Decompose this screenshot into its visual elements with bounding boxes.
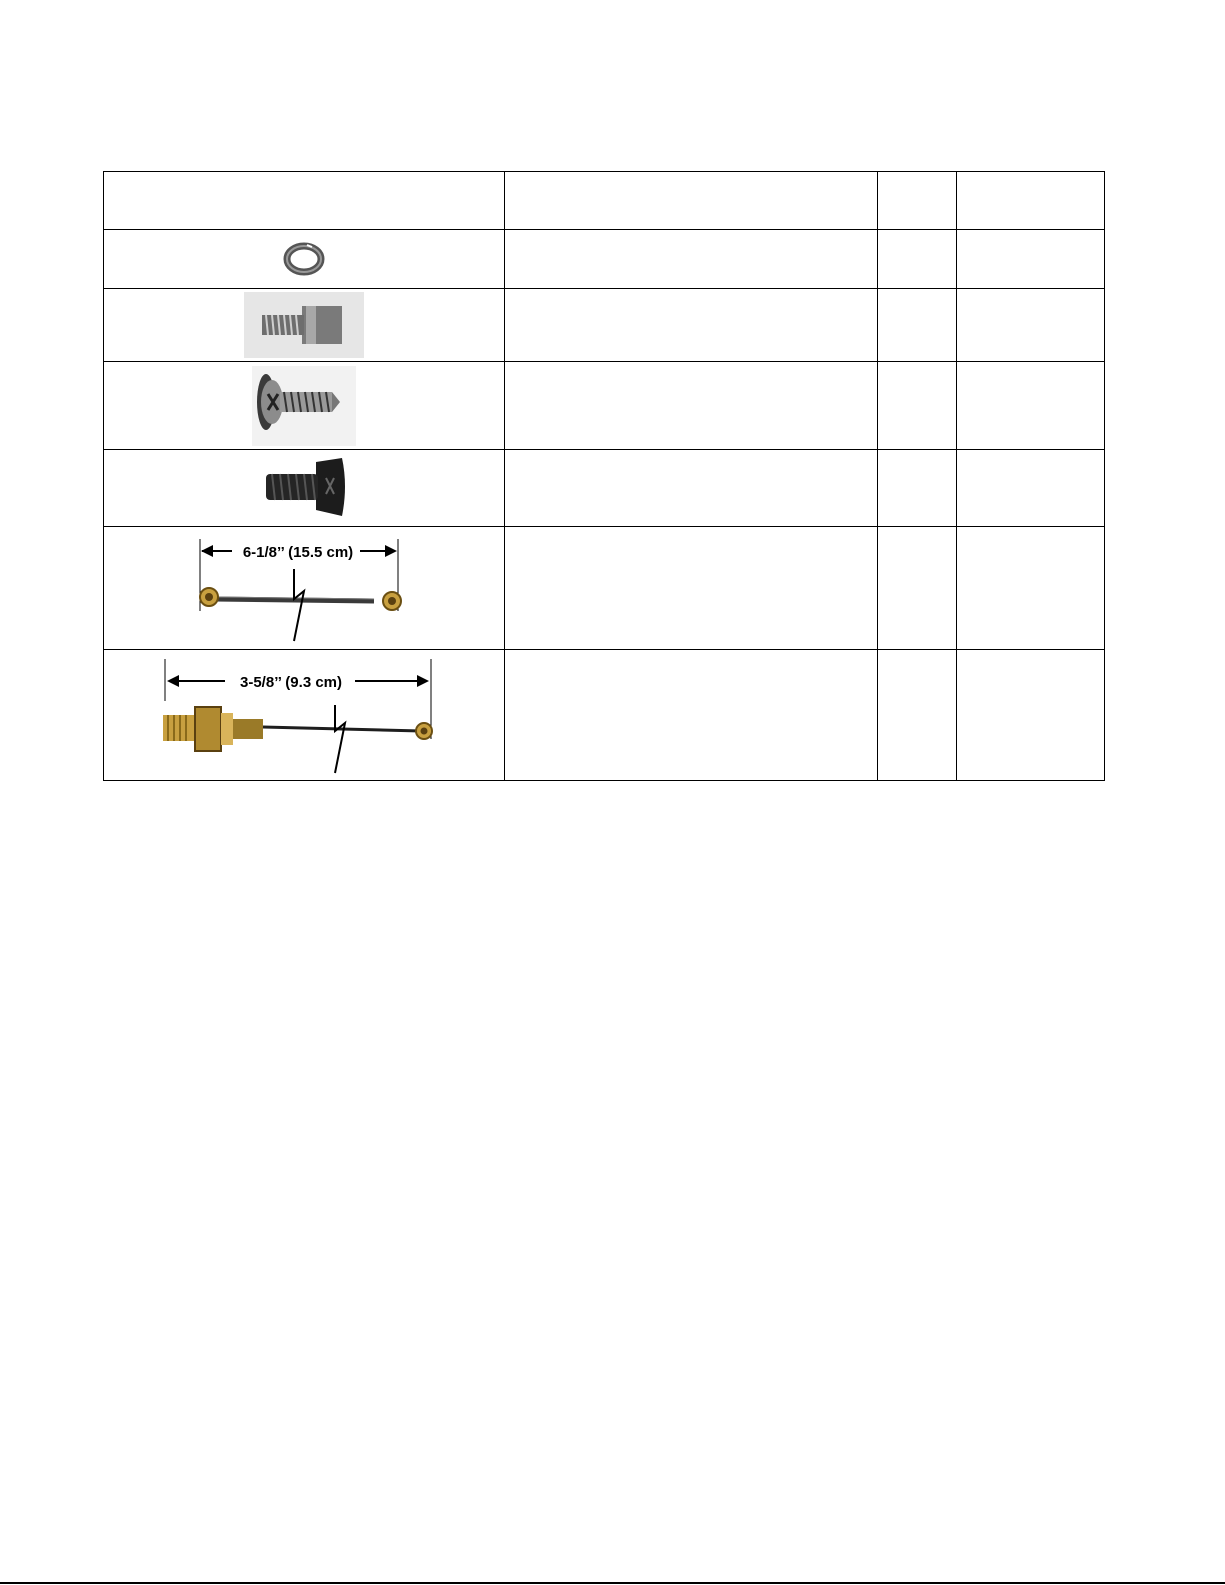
qty-cell bbox=[878, 650, 957, 781]
qty-cell bbox=[878, 362, 957, 450]
footer-rule bbox=[0, 1582, 1225, 1584]
table-row bbox=[104, 650, 1105, 781]
description-cell bbox=[505, 527, 878, 650]
lock-washer-icon bbox=[274, 234, 334, 284]
table-row bbox=[104, 527, 1105, 650]
table-row bbox=[104, 289, 1105, 362]
description-cell bbox=[505, 289, 878, 362]
image-cell bbox=[104, 527, 505, 650]
qty-cell bbox=[878, 289, 957, 362]
coax-cable-short-icon bbox=[184, 531, 424, 645]
image-cell bbox=[104, 362, 505, 450]
part-number-cell bbox=[957, 527, 1105, 650]
description-cell bbox=[505, 450, 878, 527]
parts-table bbox=[103, 171, 1105, 781]
image-cell bbox=[104, 289, 505, 362]
sma-pigtail-cable-icon bbox=[159, 655, 449, 775]
table-row bbox=[104, 450, 1105, 527]
description-cell bbox=[505, 230, 878, 289]
image-cell bbox=[104, 650, 505, 781]
qty-cell bbox=[878, 450, 957, 527]
part-number-cell bbox=[957, 450, 1105, 527]
pan-head-screw-icon bbox=[252, 366, 356, 446]
header-image bbox=[104, 172, 505, 230]
header-description bbox=[505, 172, 878, 230]
image-cell bbox=[104, 450, 505, 527]
part-number-cell bbox=[957, 650, 1105, 781]
part-number-cell bbox=[957, 230, 1105, 289]
header-part-number bbox=[957, 172, 1105, 230]
header-qty bbox=[878, 172, 957, 230]
description-cell bbox=[505, 362, 878, 450]
part-number-cell bbox=[957, 289, 1105, 362]
dimension-label: 6-1/8’’ (15.5 cm) bbox=[242, 544, 354, 561]
part-number-cell bbox=[957, 362, 1105, 450]
table-row bbox=[104, 230, 1105, 289]
hex-standoff-icon bbox=[244, 292, 364, 358]
table-header-row bbox=[104, 172, 1105, 230]
description-cell bbox=[505, 650, 878, 781]
image-cell bbox=[104, 230, 505, 289]
qty-cell bbox=[878, 527, 957, 650]
table-row bbox=[104, 362, 1105, 450]
flat-head-screw-icon bbox=[254, 456, 354, 520]
qty-cell bbox=[878, 230, 957, 289]
dimension-label: 3-5/8’’ (9.3 cm) bbox=[240, 674, 342, 691]
